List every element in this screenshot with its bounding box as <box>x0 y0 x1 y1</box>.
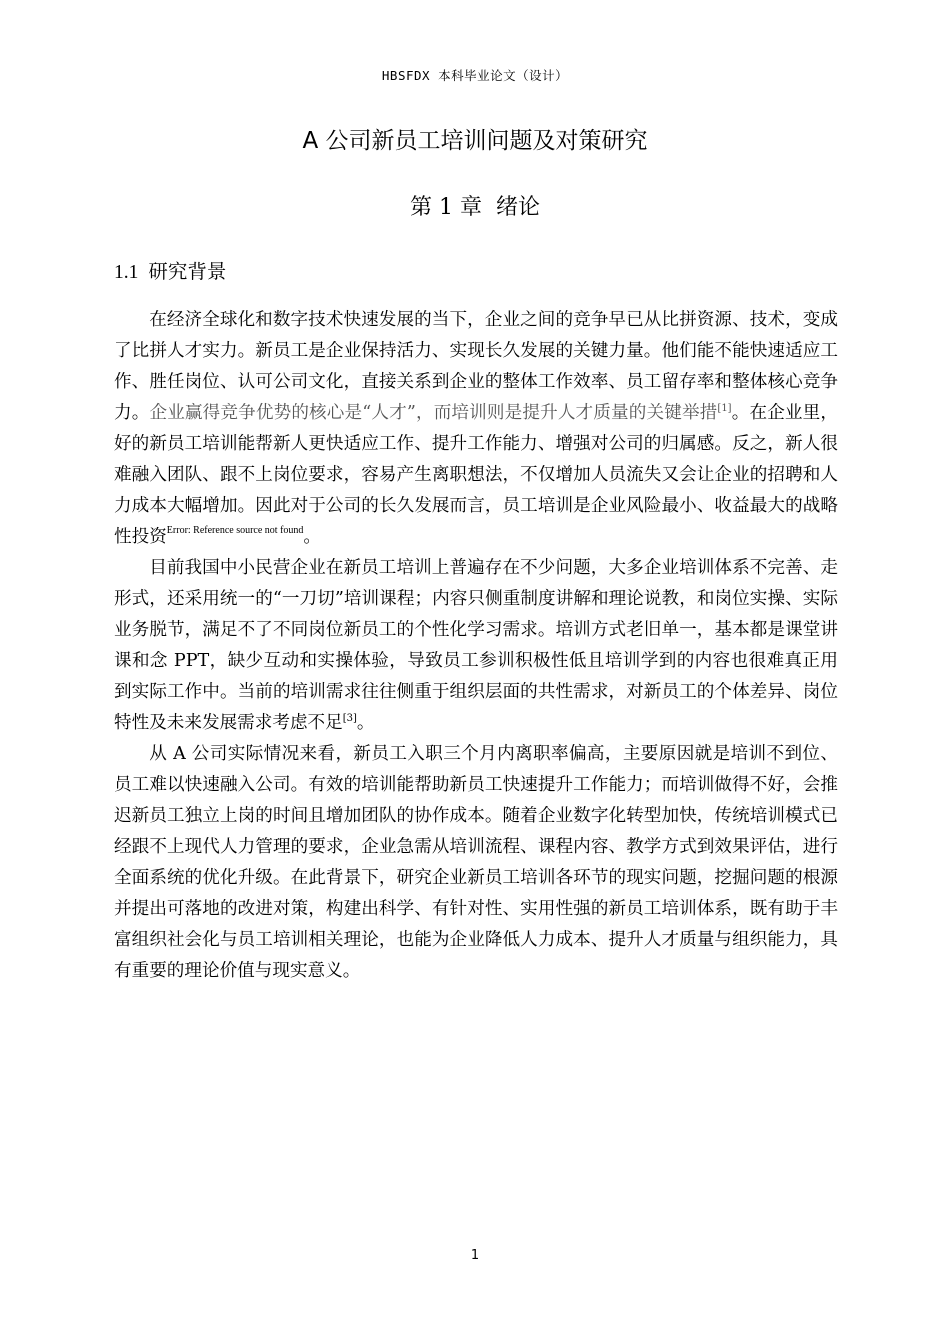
page-number: 1 <box>470 1248 480 1263</box>
paragraph-1-text-a: 在经济全球化和数字技术快速发展的当下，企业之间的竞争早已从比拼资源、技术，变成了比拼人才实力。新员工是企业保持活力、实现长久发展的关键力量。他们能不能快速适应工作、胜任岗位、认可公司文化，直接关系到企业的整体工作效率、员工留存率和整体核心竞争力。 <box>114 310 838 423</box>
paragraph-2 <box>114 553 838 739</box>
paragraph-2-text-a: 目前我国中小民营企业在新员工培训上普遍存在不少问题，大多企业培训体系不完善、走形式，还采用统一的“一刀切”培训课程；内容只侧重制度讲解和理论说教，和岗位实操、实际业务脱节，满足不了不同岗位新员工的个性化学习需求。培训方式老旧单一，基本都是课堂讲课和念 PPT，缺少互动和实操体验，导致员工参训积极性低且培训学到的内容也很难真正用到实际工作中。当前的培训需求往往侧重于组织层面的共性需求，对新员工的个体差异、岗位特性及未来发展需求考虑不足 <box>114 558 838 733</box>
paragraph-1 <box>114 305 838 553</box>
citation-3: [3] <box>342 713 357 724</box>
section-number: 1.1 <box>114 262 139 283</box>
citation-1: [1] <box>717 403 732 414</box>
paragraph-1-text-c: 。 <box>303 527 322 547</box>
chapter-heading <box>0 190 950 221</box>
paragraph-3: 从 A 公司实际情况来看，新员工入职三个月内离职率偏高，主要原因就是培训不到位、员工难以快速融入公司。有效的培训能帮助新员工快速提升工作能力；而培训做得不好，会推迟新员工独立上岗的时间且增加团队的协作成本。随着企业数字化转型加快，传统培训模式已经跟不上现代人力管理的要求，企业急需从培训流程、课程内容、教学方式到效果评估，进行全面系统的优化升级。在此背景下，研究企业新员工培训各环节的现实问题，挖掘问题的根源并提出可落地的改进对策，构建出科学、有针对性、实用性强的新员工培训体系，既有助于丰富组织社会化与员工培训相关理论，也能为企业降低人力成本、提升人才质量与组织能力，具有重要的理论价值与现实意义。 <box>114 744 838 981</box>
section-heading <box>114 256 226 284</box>
section-name: 研究背景 <box>148 260 227 283</box>
document-title: A 公司新员工培训问题及对策研究 <box>302 128 648 154</box>
paragraph-2-text-b: 。 <box>356 713 375 733</box>
running-header: HBSFDX 本科毕业论文（设计） <box>381 68 569 83</box>
paragraph-1-text-b: 。在企业里，好的新员工培训能帮新人更快适应工作、提升工作能力、增强对公司的归属感。反之，新人很难融入团队、跟不上岗位要求，容易产生离职想法，不仅增加人员流失又会让企业的招聘和人力成本大幅增加。因此对于公司的长久发展而言，员工培训是企业风险最小、收益最大的战略性投资 <box>114 403 838 547</box>
chapter-name: 绪论 <box>495 195 540 220</box>
body-text <box>114 305 838 987</box>
reference-error: Error: Reference source not found <box>166 525 304 536</box>
paragraph-1-highlight: 企业赢得竞争优势的核心是“人才”，而培训则是提升人才质量的关键举措 <box>149 403 718 423</box>
chapter-number: 第 1 章 <box>410 195 482 220</box>
